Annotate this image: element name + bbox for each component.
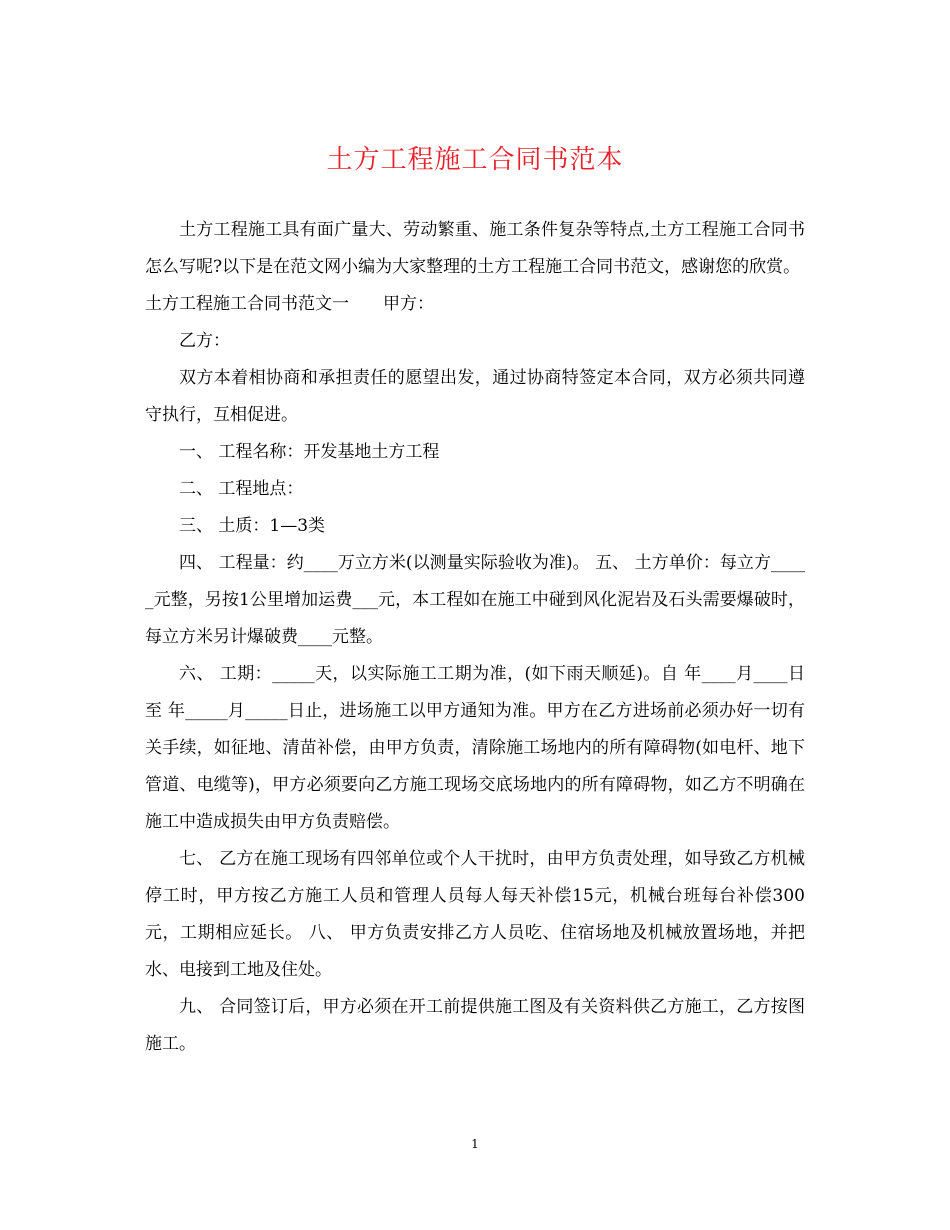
document-title: 土方工程施工合同书范本 — [326, 145, 624, 175]
clause-9-drawings: 九、 合同签订后，甲方必须在开工前提供施工图及有关资料供乙方施工，乙方按图施工。 — [145, 997, 805, 1054]
clause-7-8-interference-accommodation: 七、 乙方在施工现场有四邻单位或个人干扰时，由甲方负责处理，如导致乙方机械停工时，甲方按乙方施工人员和管理人员每人每天补偿15元，机械台班每台补偿300元，工期相应延长。 八、 甲方负责安排乙方人员吃、住宿场地及机械放置场地，并把水、电接到工地及住处。 — [145, 849, 805, 980]
page-number: 1 — [471, 1137, 479, 1151]
intro-paragraph: 土方工程施工具有面广量大、劳动繁重、施工条件复杂等特点,土方工程施工合同书怎么写呢?以下是在范文网小编为大家整理的土方工程施工合同书范文，感谢您的欣赏。 — [145, 220, 805, 277]
agreement-paragraph: 双方本着相协商和承担责任的愿望出发，通过协商特签定本合同，双方必须共同遵守执行，互相促进。 — [145, 368, 805, 425]
clause-3-soil-type: 三、 土质：1—3类 — [179, 516, 326, 536]
section-heading-party-a: 土方工程施工合同书范文一 甲方： — [145, 294, 434, 314]
party-b-line: 乙方： — [179, 331, 230, 351]
clause-4-5-quantity-price: 四、 工程量：约____万立方米(以测量实际验收为准)。 五、 土方单价：每立方_____元整，另按1公里增加运费___元，本工程如在施工中碰到风化泥岩及石头需要爆破时，每立方米另计爆破费____元整。 — [145, 553, 805, 647]
document-body — [145, 212, 805, 1063]
clause-1-project-name: 一、 工程名称：开发基地土方工程 — [179, 442, 440, 462]
clause-6-schedule: 六、 工期：_____天，以实际施工工期为准，(如下雨天顺延)。自 年____月____日至 年_____月_____日止，进场施工以甲方通知为准。甲方在乙方进场前必须办好一切有关手续，如征地、清苗补偿，由甲方负责，清除施工场地内的所有障碍物(如电杆、地下管道、电缆等)，甲方必须要向乙方施工现场交底场地内的所有障碍物，如乙方不明确在施工中造成损失由甲方负责赔偿。 — [145, 664, 805, 832]
clause-2-project-location: 二、 工程地点： — [179, 479, 304, 499]
